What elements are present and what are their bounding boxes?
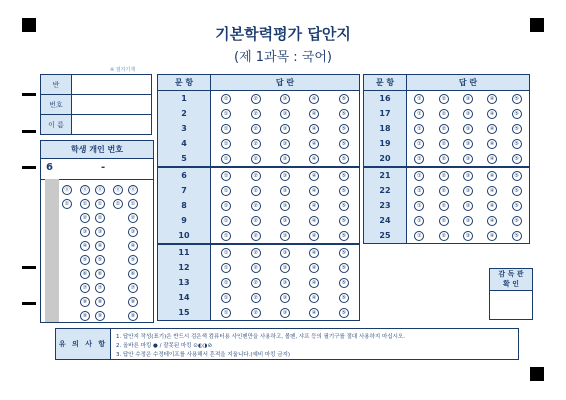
answer-bubble[interactable]: ⑤ (339, 278, 349, 288)
answer-bubble[interactable]: ⑤ (339, 263, 349, 273)
question-number: 22 (364, 183, 407, 198)
answer-bubble[interactable]: ③ (280, 124, 290, 134)
answer-bubble[interactable]: ④ (487, 216, 497, 226)
answer-bubble[interactable]: ④ (309, 124, 319, 134)
class-field[interactable] (72, 75, 152, 95)
question-number: 14 (158, 290, 211, 305)
answer-bubble[interactable]: ② (251, 139, 261, 149)
answer-bubble[interactable]: ⑤ (512, 154, 522, 164)
answer-bubble[interactable]: ② (439, 201, 449, 211)
student-id-bubble[interactable]: ② (80, 213, 90, 223)
student-id-header: 학생 개인 번호 (41, 141, 153, 159)
student-id-block (40, 140, 154, 323)
answer-row (158, 106, 360, 121)
question-number: 1 (158, 91, 211, 107)
answer-bubble[interactable]: ⑤ (339, 293, 349, 303)
student-id-bubble[interactable]: ⓪ (95, 185, 105, 195)
timing-mark (22, 93, 36, 96)
student-id-bubble[interactable]: ⓪ (62, 185, 72, 195)
question-number: 21 (364, 167, 407, 183)
answer-bubble[interactable]: ③ (280, 293, 290, 303)
student-id-bubble[interactable]: ① (95, 199, 105, 209)
answer-bubble[interactable]: ④ (487, 109, 497, 119)
answer-bubble[interactable]: ④ (487, 94, 497, 104)
answer-bubble[interactable]: ② (439, 154, 449, 164)
student-id-entry-row (41, 159, 153, 180)
student-id-bubble[interactable]: ① (62, 199, 72, 209)
answer-bubble[interactable]: ① (221, 124, 231, 134)
answer-bubble[interactable]: ① (221, 308, 231, 318)
student-id-column (45, 179, 59, 322)
answer-bubble[interactable]: ① (414, 201, 424, 211)
answer-row (364, 213, 530, 228)
answer-bubble[interactable]: ④ (487, 154, 497, 164)
answer-bubble[interactable]: ① (221, 154, 231, 164)
answer-bubble[interactable]: ⑤ (339, 231, 349, 241)
question-header: 문 항 (158, 75, 211, 91)
small-note: ※ 점자기재 (110, 67, 136, 73)
student-id-column (126, 179, 140, 322)
answer-bubble[interactable]: ③ (280, 201, 290, 211)
answer-bubble[interactable]: ① (414, 231, 424, 241)
student-id-bubble[interactable]: ⑧ (128, 297, 138, 307)
timing-mark (22, 130, 36, 133)
student-id-bubble[interactable]: ⑦ (80, 283, 90, 293)
answer-bubble[interactable]: ③ (280, 231, 290, 241)
answer-row (158, 305, 360, 321)
answer-bubble[interactable]: ③ (463, 109, 473, 119)
answer-bubble[interactable]: ④ (309, 139, 319, 149)
answer-bubble[interactable]: ④ (309, 171, 319, 181)
answer-bubble[interactable]: ② (251, 154, 261, 164)
answer-row (158, 198, 360, 213)
student-id-column (78, 179, 92, 322)
answer-bubble[interactable]: ③ (463, 94, 473, 104)
question-number: 9 (158, 213, 211, 228)
question-number: 17 (364, 106, 407, 121)
proctor-confirm-line1: 감 독 관 (498, 270, 524, 278)
answer-bubble[interactable]: ① (414, 139, 424, 149)
answer-bubble[interactable]: ② (251, 293, 261, 303)
student-info-table (40, 74, 152, 135)
question-number: 4 (158, 136, 211, 151)
answer-bubble[interactable]: ③ (463, 154, 473, 164)
answer-row (158, 91, 360, 107)
answer-bubble[interactable]: ① (221, 216, 231, 226)
notes-box (55, 328, 519, 360)
student-id-column (60, 179, 74, 322)
answer-bubble[interactable]: ④ (309, 308, 319, 318)
answer-row (158, 260, 360, 275)
answer-bubble[interactable]: ④ (487, 231, 497, 241)
question-number: 20 (364, 151, 407, 167)
answer-bubble[interactable]: ① (221, 263, 231, 273)
answer-bubble[interactable]: ① (221, 109, 231, 119)
note-line: 3. 답안 수정은 수정테이프를 사용해서 흔적을 지웁니다.(예비 마킹 금지) (116, 352, 291, 358)
answer-bubble[interactable]: ③ (463, 216, 473, 226)
answer-bubble[interactable]: ③ (280, 248, 290, 258)
student-id-column (93, 179, 107, 322)
answer-bubble[interactable]: ② (251, 94, 261, 104)
answer-header: 답 란 (211, 75, 360, 91)
answer-bubble[interactable]: ⑤ (339, 186, 349, 196)
answer-bubble[interactable]: ⑤ (512, 216, 522, 226)
answer-bubble[interactable]: ② (439, 139, 449, 149)
answer-row (364, 121, 530, 136)
answer-bubble[interactable]: ⑤ (339, 154, 349, 164)
answer-bubble[interactable]: ① (414, 216, 424, 226)
answer-bubble[interactable]: ③ (280, 94, 290, 104)
answer-bubble[interactable]: ④ (309, 278, 319, 288)
student-id-bubble[interactable]: ⑦ (95, 283, 105, 293)
question-number: 2 (158, 106, 211, 121)
question-header: 문 항 (364, 75, 407, 91)
question-number: 5 (158, 151, 211, 167)
class-label: 반 (41, 75, 72, 95)
answer-bubble[interactable]: ① (221, 231, 231, 241)
question-number: 23 (364, 198, 407, 213)
student-id-bubble[interactable]: ④ (95, 241, 105, 251)
student-id-bubble[interactable]: ⑤ (95, 255, 105, 265)
page-subtitle: (제 1과목 : 국어) (234, 50, 332, 65)
answer-bubble[interactable]: ④ (487, 201, 497, 211)
answer-row (364, 106, 530, 121)
question-number: 18 (364, 121, 407, 136)
answer-bubble[interactable]: ① (414, 94, 424, 104)
question-number: 10 (158, 228, 211, 244)
answer-row (364, 151, 530, 167)
answer-bubble[interactable]: ② (251, 124, 261, 134)
answer-bubble[interactable]: ⑤ (512, 124, 522, 134)
answer-bubble[interactable]: ③ (280, 216, 290, 226)
student-id-bubble[interactable]: ① (128, 199, 138, 209)
question-number: 25 (364, 228, 407, 244)
answer-bubble[interactable]: ② (251, 109, 261, 119)
student-id-dash: - (101, 162, 106, 173)
timing-mark (530, 367, 544, 381)
answer-table-right (363, 74, 530, 244)
answer-bubble[interactable]: ④ (487, 171, 497, 181)
answer-bubble[interactable]: ② (251, 278, 261, 288)
answer-bubble[interactable]: ③ (463, 201, 473, 211)
answer-row (158, 136, 360, 151)
notes-header: 유 의 사 항 (56, 329, 111, 359)
student-id-bubble[interactable]: ③ (80, 227, 90, 237)
answer-bubble[interactable]: ⑤ (339, 94, 349, 104)
answer-bubble[interactable]: ④ (309, 248, 319, 258)
answer-bubble[interactable]: ⑤ (339, 308, 349, 318)
answer-bubble[interactable]: ③ (280, 154, 290, 164)
answer-bubble[interactable]: ④ (309, 94, 319, 104)
number-label: 번호 (41, 95, 72, 115)
question-number: 24 (364, 213, 407, 228)
timing-mark (22, 266, 36, 269)
answer-bubble[interactable]: ③ (463, 124, 473, 134)
student-id-bubble[interactable]: ⑨ (128, 311, 138, 321)
answer-bubble[interactable]: ② (251, 171, 261, 181)
answer-bubble[interactable]: ② (439, 231, 449, 241)
student-id-bubble[interactable]: ⑨ (80, 311, 90, 321)
answer-bubble[interactable]: ⑤ (339, 124, 349, 134)
answer-bubble[interactable]: ③ (463, 231, 473, 241)
question-number: 11 (158, 244, 211, 260)
student-id-bubble[interactable]: ④ (128, 241, 138, 251)
answer-bubble[interactable]: ③ (280, 278, 290, 288)
answer-bubble[interactable]: ④ (309, 186, 319, 196)
name-label: 이 름 (41, 115, 72, 135)
number-field[interactable] (72, 95, 152, 115)
question-number: 16 (364, 91, 407, 107)
answer-row (364, 198, 530, 213)
student-id-bubble[interactable]: ⑨ (95, 311, 105, 321)
answer-table-left (157, 74, 360, 321)
answer-bubble[interactable]: ③ (280, 139, 290, 149)
answer-bubble[interactable]: ④ (487, 124, 497, 134)
student-id-bubble[interactable]: ⑥ (95, 269, 105, 279)
answer-row (364, 136, 530, 151)
answer-bubble[interactable]: ① (221, 139, 231, 149)
student-id-bubble[interactable]: ③ (128, 227, 138, 237)
answer-bubble[interactable]: ④ (309, 109, 319, 119)
question-number: 12 (158, 260, 211, 275)
student-id-bubble[interactable]: ⑦ (128, 283, 138, 293)
answer-bubble[interactable]: ① (221, 278, 231, 288)
answer-bubble[interactable]: ③ (280, 109, 290, 119)
student-id-bubble[interactable]: ⓪ (113, 185, 123, 195)
answer-row (158, 213, 360, 228)
student-id-bubble[interactable]: ① (113, 199, 123, 209)
student-id-bubble[interactable]: ⓪ (80, 185, 90, 195)
student-id-bubble[interactable]: ④ (80, 241, 90, 251)
answer-bubble[interactable]: ② (439, 124, 449, 134)
student-id-fixed-digit: 6 (46, 162, 53, 173)
question-number: 6 (158, 167, 211, 183)
answer-bubble[interactable]: ③ (280, 171, 290, 181)
student-id-bubble[interactable]: ⑤ (80, 255, 90, 265)
student-id-bubble[interactable]: ② (128, 213, 138, 223)
note-line: 2. 올바른 마킹 ● / 잘못된 마킹 ⊙◐◑⊘ (116, 343, 213, 349)
answer-row (364, 183, 530, 198)
answer-bubble[interactable]: ① (221, 201, 231, 211)
answer-bubble[interactable]: ⑤ (512, 139, 522, 149)
answer-row (158, 167, 360, 183)
timing-mark (22, 302, 36, 305)
answer-bubble[interactable]: ⑤ (512, 109, 522, 119)
answer-bubble[interactable]: ② (439, 171, 449, 181)
answer-bubble[interactable]: ④ (309, 216, 319, 226)
answer-bubble[interactable]: ④ (487, 186, 497, 196)
answer-bubble[interactable]: ③ (280, 308, 290, 318)
answer-row (158, 228, 360, 244)
answer-bubble[interactable]: ② (251, 216, 261, 226)
answer-row (158, 244, 360, 260)
student-id-bubble[interactable]: ② (95, 213, 105, 223)
question-number: 15 (158, 305, 211, 321)
student-id-column (111, 179, 125, 322)
answer-header: 답 란 (407, 75, 530, 91)
answer-bubble[interactable]: ② (251, 308, 261, 318)
answer-bubble[interactable]: ⑤ (339, 171, 349, 181)
answer-bubble[interactable]: ① (221, 186, 231, 196)
answer-bubble[interactable]: ⑤ (512, 171, 522, 181)
answer-bubble[interactable]: ② (251, 263, 261, 273)
question-number: 8 (158, 198, 211, 213)
answer-bubble[interactable]: ① (221, 293, 231, 303)
answer-bubble[interactable]: ① (414, 171, 424, 181)
student-id-bubble[interactable]: ⑤ (128, 255, 138, 265)
answer-bubble[interactable]: ⑤ (339, 216, 349, 226)
answer-row (158, 183, 360, 198)
student-id-bubble[interactable]: ① (80, 199, 90, 209)
answer-bubble[interactable]: ⑤ (512, 231, 522, 241)
answer-bubble[interactable]: ③ (463, 171, 473, 181)
proctor-confirm-line2: 확 인 (503, 280, 519, 288)
answer-row (158, 151, 360, 167)
student-id-bubble[interactable]: ⑥ (80, 269, 90, 279)
student-id-bubble[interactable]: ⑧ (80, 297, 90, 307)
answer-bubble[interactable]: ⑤ (339, 201, 349, 211)
answer-row (158, 275, 360, 290)
answer-bubble[interactable]: ① (414, 186, 424, 196)
question-number: 3 (158, 121, 211, 136)
answer-bubble[interactable]: ④ (309, 154, 319, 164)
answer-bubble[interactable]: ⑤ (512, 186, 522, 196)
answer-bubble[interactable]: ① (414, 124, 424, 134)
page-title: 기본학력평가 답안지 (215, 25, 351, 43)
question-number: 13 (158, 275, 211, 290)
answer-bubble[interactable]: ② (439, 109, 449, 119)
note-line: 1. 답안지 작성(표기)은 반드시 검은색 컴퓨터용 사인펜만을 사용하고, 볼펜, 샤프 등의 필기구를 절대 사용하지 마십시오. (116, 334, 405, 340)
answer-bubble[interactable]: ⑤ (512, 201, 522, 211)
answer-bubble[interactable]: ② (439, 186, 449, 196)
answer-bubble[interactable]: ⑤ (339, 109, 349, 119)
answer-bubble[interactable]: ④ (309, 201, 319, 211)
answer-bubble[interactable]: ② (439, 216, 449, 226)
answer-bubble[interactable]: ① (221, 171, 231, 181)
answer-bubble[interactable]: ⑤ (512, 94, 522, 104)
answer-row (364, 91, 530, 107)
answer-bubble[interactable]: ③ (280, 263, 290, 273)
answer-bubble[interactable]: ③ (463, 139, 473, 149)
question-number: 19 (364, 136, 407, 151)
answer-bubble[interactable]: ① (414, 154, 424, 164)
answer-bubble[interactable]: ③ (463, 186, 473, 196)
answer-row (364, 228, 530, 244)
answer-bubble[interactable]: ③ (280, 186, 290, 196)
answer-bubble[interactable]: ① (221, 248, 231, 258)
student-id-bubble[interactable]: ③ (95, 227, 105, 237)
answer-bubble[interactable]: ② (251, 231, 261, 241)
answer-row (364, 167, 530, 183)
answer-bubble[interactable]: ④ (487, 139, 497, 149)
answer-bubble[interactable]: ④ (309, 231, 319, 241)
name-field[interactable] (72, 115, 152, 135)
answer-bubble[interactable]: ② (439, 94, 449, 104)
answer-bubble[interactable]: ⑤ (339, 248, 349, 258)
answer-bubble[interactable]: ④ (309, 293, 319, 303)
answer-bubble[interactable]: ② (251, 186, 261, 196)
answer-bubble[interactable]: ① (221, 94, 231, 104)
timing-mark (22, 166, 36, 169)
answer-bubble[interactable]: ① (414, 109, 424, 119)
answer-row (158, 290, 360, 305)
answer-row (158, 121, 360, 136)
student-id-bubble[interactable]: ⑧ (95, 297, 105, 307)
answer-bubble[interactable]: ⑤ (339, 139, 349, 149)
answer-bubble[interactable]: ④ (309, 263, 319, 273)
question-number: 7 (158, 183, 211, 198)
answer-bubble[interactable]: ② (251, 248, 261, 258)
student-id-bubble[interactable]: ⓪ (128, 185, 138, 195)
answer-bubble[interactable]: ② (251, 201, 261, 211)
proctor-confirm-box (489, 268, 533, 320)
student-id-bubble[interactable]: ⑥ (128, 269, 138, 279)
